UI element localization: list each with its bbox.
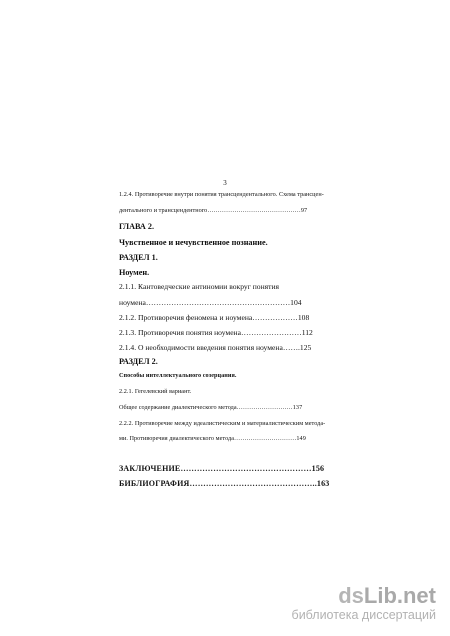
toc-line: дентального и трансцендентного………………………………………97: [119, 207, 308, 214]
toc-line: 2.1.2. Противоречия феномена и ноумена………………108: [119, 313, 310, 322]
toc-line: ноумена…………………………………………………104: [119, 298, 302, 307]
toc-line: Чувственное и нечувственное познание.: [119, 238, 268, 247]
toc-line: ми. Противоречия диалектического метода…………………………149: [119, 435, 306, 442]
toc-line: 1.2.4. Противоречие внутри понятия трансцендентального. Схема трансцен-: [119, 191, 324, 198]
page-number: 3: [223, 179, 227, 187]
toc-line: БИБЛИОГРАФИЯ………………………………………..163: [119, 479, 330, 488]
toc-line: 2.2.2. Противоречие между идеалистическим и материалистическим метода-: [119, 420, 326, 427]
toc-line: 2.1.1. Кантоведческие антиномии вокруг понятия: [119, 282, 280, 291]
watermark-subtitle: библиотека диссертаций: [291, 608, 436, 622]
toc-line: РАЗДЕЛ 1.: [119, 253, 158, 262]
toc-line: ГЛАВА 2.: [119, 222, 155, 231]
dslib-watermark: [292, 585, 436, 622]
toc-line: РАЗДЕЛ 2.: [119, 357, 158, 366]
toc-line: Способы интеллектуального созерцания.: [119, 372, 237, 379]
toc-line: 2.1.4. О необходимости введения понятия ноумена…….125: [119, 343, 312, 352]
toc-line: 2.1.3. Противоречия понятия ноумена……………………112: [119, 328, 313, 337]
toc-line: 2.2.1. Гегелевский вариант.: [119, 388, 192, 395]
dslib-logo: dsLib.net: [338, 583, 436, 608]
toc-line: Общее содержание диалектического метода………………………137: [119, 404, 303, 411]
toc-line: Ноумен.: [119, 268, 150, 277]
toc-line: ЗАКЛЮЧЕНИЕ…………………………………………156: [119, 464, 325, 473]
